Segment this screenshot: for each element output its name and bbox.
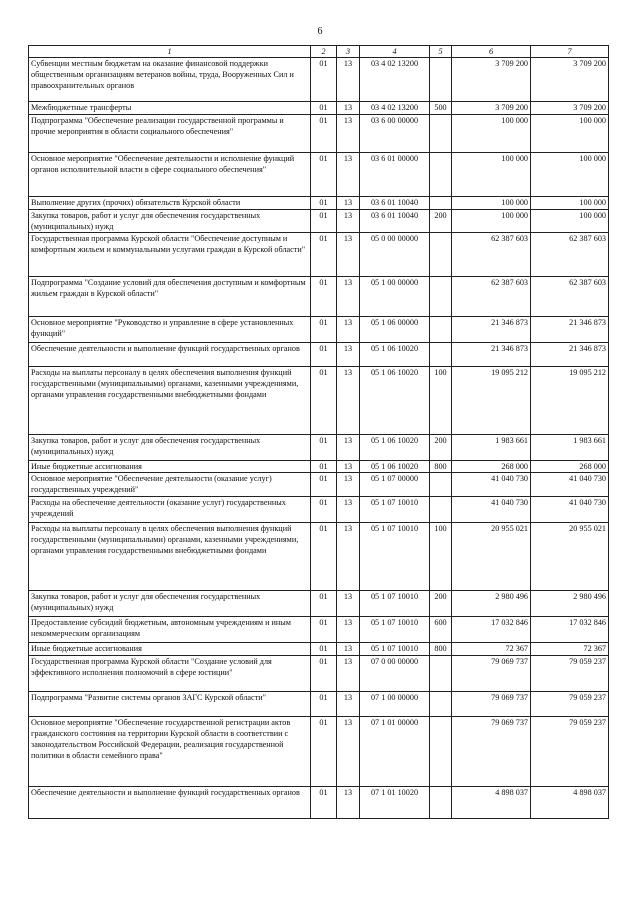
expense-type-cell (430, 153, 452, 197)
target-article-cell: 05 1 06 00000 (360, 317, 430, 343)
subsection-code-cell: 13 (337, 115, 360, 153)
amount-year2-cell: 62 387 603 (531, 233, 609, 277)
amount-year1-cell: 21 346 873 (452, 343, 531, 367)
amount-year2-cell: 20 955 021 (531, 523, 609, 591)
subsection-code-cell: 13 (337, 343, 360, 367)
section-code-cell: 01 (311, 523, 337, 591)
table-row (29, 210, 609, 233)
expense-type-cell (430, 787, 452, 819)
section-code-cell: 01 (311, 210, 337, 233)
table-row (29, 523, 609, 591)
amount-year1-cell: 19 095 212 (452, 367, 531, 435)
subsection-code-cell: 13 (337, 617, 360, 643)
row-name-cell: Закупка товаров, работ и услуг для обеспечения государственных (муниципальных) нужд (29, 591, 311, 617)
row-name-cell: Государственная программа Курской области "Создание условий для эффективного исполнения полномочий в сфере юстиции" (29, 656, 311, 692)
section-code-cell: 01 (311, 343, 337, 367)
expense-type-cell: 800 (430, 461, 452, 473)
subsection-code-cell: 13 (337, 717, 360, 787)
amount-year1-cell: 41 040 730 (452, 473, 531, 497)
target-article-cell: 05 1 06 10020 (360, 343, 430, 367)
expense-type-cell (430, 233, 452, 277)
amount-year2-cell: 100 000 (531, 210, 609, 233)
target-article-cell: 03 4 02 13200 (360, 102, 430, 115)
subsection-code-cell: 13 (337, 692, 360, 717)
target-article-cell: 03 6 00 00000 (360, 115, 430, 153)
header-cell: 5 (430, 46, 452, 58)
amount-year2-cell: 79 059 237 (531, 656, 609, 692)
row-name-cell: Расходы на выплаты персоналу в целях обеспечения выполнения функций государственными (муниципальными) органами, казенными учреждениями, органами управления государственными внебюджетными фондами (29, 523, 311, 591)
table-row (29, 656, 609, 692)
target-article-cell: 07 0 00 00000 (360, 656, 430, 692)
subsection-code-cell: 13 (337, 102, 360, 115)
subsection-code-cell: 13 (337, 497, 360, 523)
section-code-cell: 01 (311, 787, 337, 819)
section-code-cell: 01 (311, 497, 337, 523)
expense-type-cell (430, 473, 452, 497)
table-row (29, 197, 609, 210)
section-code-cell: 01 (311, 461, 337, 473)
table-row (29, 317, 609, 343)
header-cell: 3 (337, 46, 360, 58)
amount-year1-cell: 100 000 (452, 153, 531, 197)
subsection-code-cell: 13 (337, 523, 360, 591)
row-name-cell: Выполнение других (прочих) обязательств Курской области (29, 197, 311, 210)
row-name-cell: Расходы на выплаты персоналу в целях обеспечения выполнения функций государственными (муниципальными) органами, казенными учреждениями, органами управления государственными внебюджетными фондами (29, 367, 311, 435)
header-cell: 7 (531, 46, 609, 58)
expense-type-cell: 600 (430, 617, 452, 643)
expense-type-cell (430, 197, 452, 210)
amount-year2-cell: 100 000 (531, 153, 609, 197)
amount-year2-cell: 41 040 730 (531, 497, 609, 523)
table-row (29, 435, 609, 461)
amount-year1-cell: 4 898 037 (452, 787, 531, 819)
amount-year2-cell: 72 367 (531, 643, 609, 656)
amount-year2-cell: 100 000 (531, 115, 609, 153)
target-article-cell: 03 6 01 10040 (360, 197, 430, 210)
amount-year1-cell: 79 069 737 (452, 692, 531, 717)
subsection-code-cell: 13 (337, 435, 360, 461)
amount-year2-cell: 79 059 237 (531, 692, 609, 717)
row-name-cell: Межбюджетные трансферты (29, 102, 311, 115)
table-row (29, 277, 609, 317)
row-name-cell: Субвенции местным бюджетам на оказание финансовой поддержки общественным организациям ветеранов войны, труда, Вооруженных Сил и правоохранительных органов (29, 58, 311, 102)
row-name-cell: Подпрограмма "Обеспечение реализации государственной программы и прочие мероприятия в области социального обеспечения" (29, 115, 311, 153)
amount-year2-cell: 2 980 496 (531, 591, 609, 617)
section-code-cell: 01 (311, 591, 337, 617)
amount-year2-cell: 4 898 037 (531, 787, 609, 819)
row-name-cell: Закупка товаров, работ и услуг для обеспечения государственных (муниципальных) нужд (29, 210, 311, 233)
amount-year1-cell: 17 032 846 (452, 617, 531, 643)
row-name-cell: Иные бюджетные ассигнования (29, 461, 311, 473)
target-article-cell: 05 1 07 10010 (360, 497, 430, 523)
amount-year1-cell: 72 367 (452, 643, 531, 656)
section-code-cell: 01 (311, 717, 337, 787)
table-row (29, 617, 609, 643)
target-article-cell: 03 6 01 10040 (360, 210, 430, 233)
table-row (29, 473, 609, 497)
section-code-cell: 01 (311, 277, 337, 317)
row-name-cell: Основное мероприятие "Руководство и управление в сфере установленных функций" (29, 317, 311, 343)
target-article-cell: 05 1 06 10020 (360, 367, 430, 435)
subsection-code-cell: 13 (337, 277, 360, 317)
amount-year1-cell: 100 000 (452, 210, 531, 233)
table-row (29, 787, 609, 819)
target-article-cell: 03 6 01 00000 (360, 153, 430, 197)
expense-type-cell: 200 (430, 591, 452, 617)
amount-year2-cell: 1 983 661 (531, 435, 609, 461)
section-code-cell: 01 (311, 102, 337, 115)
expense-type-cell: 100 (430, 367, 452, 435)
row-name-cell: Закупка товаров, работ и услуг для обеспечения государственных (муниципальных) нужд (29, 435, 311, 461)
section-code-cell: 01 (311, 115, 337, 153)
section-code-cell: 01 (311, 692, 337, 717)
table-row (29, 115, 609, 153)
row-name-cell: Основное мероприятие "Обеспечение деятельности (оказание услуг) государственных учреждений" (29, 473, 311, 497)
header-cell: 2 (311, 46, 337, 58)
budget-table (28, 45, 609, 819)
expense-type-cell (430, 343, 452, 367)
subsection-code-cell: 13 (337, 787, 360, 819)
row-name-cell: Основное мероприятие "Обеспечение государственной регистрации актов гражданского состояния на территории Курской области в соответствии с законодательством Российской Федерации, реализация государственной политики в области семейного права" (29, 717, 311, 787)
amount-year1-cell: 3 709 200 (452, 102, 531, 115)
table-row (29, 692, 609, 717)
subsection-code-cell: 13 (337, 367, 360, 435)
subsection-code-cell: 13 (337, 233, 360, 277)
subsection-code-cell: 13 (337, 153, 360, 197)
header-cell: 1 (29, 46, 311, 58)
target-article-cell: 07 1 01 10020 (360, 787, 430, 819)
amount-year2-cell: 79 059 237 (531, 717, 609, 787)
subsection-code-cell: 13 (337, 473, 360, 497)
header-row (29, 46, 609, 58)
subsection-code-cell: 13 (337, 656, 360, 692)
amount-year2-cell: 19 095 212 (531, 367, 609, 435)
section-code-cell: 01 (311, 473, 337, 497)
amount-year1-cell: 62 387 603 (452, 233, 531, 277)
amount-year1-cell: 62 387 603 (452, 277, 531, 317)
target-article-cell: 05 1 07 10010 (360, 523, 430, 591)
amount-year1-cell: 79 069 737 (452, 717, 531, 787)
table-row (29, 102, 609, 115)
section-code-cell: 01 (311, 58, 337, 102)
section-code-cell: 01 (311, 617, 337, 643)
amount-year2-cell: 62 387 603 (531, 277, 609, 317)
table-row (29, 643, 609, 656)
table-row (29, 233, 609, 277)
row-name-cell: Обеспечение деятельности и выполнение функций государственных органов (29, 787, 311, 819)
amount-year1-cell: 100 000 (452, 115, 531, 153)
subsection-code-cell: 13 (337, 58, 360, 102)
amount-year2-cell: 3 709 200 (531, 58, 609, 102)
section-code-cell: 01 (311, 317, 337, 343)
table-row (29, 591, 609, 617)
target-article-cell: 05 0 00 00000 (360, 233, 430, 277)
table-row (29, 367, 609, 435)
amount-year2-cell: 21 346 873 (531, 343, 609, 367)
amount-year1-cell: 268 000 (452, 461, 531, 473)
subsection-code-cell: 13 (337, 210, 360, 233)
row-name-cell: Иные бюджетные ассигнования (29, 643, 311, 656)
row-name-cell: Государственная программа Курской области "Обеспечение доступным и комфортным жильем и коммунальными услугами граждан в Курской области" (29, 233, 311, 277)
expense-type-cell (430, 656, 452, 692)
amount-year1-cell: 21 346 873 (452, 317, 531, 343)
expense-type-cell (430, 277, 452, 317)
expense-type-cell (430, 115, 452, 153)
section-code-cell: 01 (311, 643, 337, 656)
table-row (29, 461, 609, 473)
target-article-cell: 05 1 07 10010 (360, 591, 430, 617)
expense-type-cell (430, 692, 452, 717)
amount-year1-cell: 3 709 200 (452, 58, 531, 102)
target-article-cell: 05 1 07 10010 (360, 643, 430, 656)
expense-type-cell (430, 717, 452, 787)
row-name-cell: Основное мероприятие "Обеспечение деятельности и исполнение функций органов исполнительной власти в сфере социального обеспечения" (29, 153, 311, 197)
row-name-cell: Предоставление субсидий бюджетным, автономным учреждениям и иным некоммерческим организациям (29, 617, 311, 643)
amount-year1-cell: 2 980 496 (452, 591, 531, 617)
table-row (29, 717, 609, 787)
table-row (29, 497, 609, 523)
amount-year1-cell: 20 955 021 (452, 523, 531, 591)
subsection-code-cell: 13 (337, 317, 360, 343)
target-article-cell: 07 1 01 00000 (360, 717, 430, 787)
target-article-cell: 05 1 06 10020 (360, 461, 430, 473)
subsection-code-cell: 13 (337, 643, 360, 656)
amount-year2-cell: 17 032 846 (531, 617, 609, 643)
subsection-code-cell: 13 (337, 461, 360, 473)
amount-year2-cell: 21 346 873 (531, 317, 609, 343)
table-row (29, 343, 609, 367)
section-code-cell: 01 (311, 435, 337, 461)
target-article-cell: 05 1 00 00000 (360, 277, 430, 317)
table-row (29, 153, 609, 197)
page-number: 6 (317, 26, 323, 37)
section-code-cell: 01 (311, 367, 337, 435)
amount-year1-cell: 1 983 661 (452, 435, 531, 461)
row-name-cell: Расходы на обеспечение деятельности (оказание услуг) государственных учреждений (29, 497, 311, 523)
amount-year2-cell: 268 000 (531, 461, 609, 473)
target-article-cell: 07 1 00 00000 (360, 692, 430, 717)
amount-year2-cell: 41 040 730 (531, 473, 609, 497)
expense-type-cell (430, 317, 452, 343)
target-article-cell: 03 4 02 13200 (360, 58, 430, 102)
expense-type-cell: 100 (430, 523, 452, 591)
section-code-cell: 01 (311, 656, 337, 692)
expense-type-cell: 200 (430, 435, 452, 461)
table-row (29, 58, 609, 102)
amount-year1-cell: 41 040 730 (452, 497, 531, 523)
target-article-cell: 05 1 07 00000 (360, 473, 430, 497)
header-cell: 6 (452, 46, 531, 58)
section-code-cell: 01 (311, 153, 337, 197)
section-code-cell: 01 (311, 233, 337, 277)
subsection-code-cell: 13 (337, 591, 360, 617)
amount-year1-cell: 100 000 (452, 197, 531, 210)
expense-type-cell (430, 497, 452, 523)
expense-type-cell (430, 58, 452, 102)
amount-year1-cell: 79 069 737 (452, 656, 531, 692)
target-article-cell: 05 1 07 10010 (360, 617, 430, 643)
amount-year2-cell: 3 709 200 (531, 102, 609, 115)
row-name-cell: Подпрограмма "Развитие системы органов ЗАГС Курской области" (29, 692, 311, 717)
row-name-cell: Подпрограмма "Создание условий для обеспечения доступным и комфортным жильем граждан в Курской области" (29, 277, 311, 317)
row-name-cell: Обеспечение деятельности и выполнение функций государственных органов (29, 343, 311, 367)
header-cell: 4 (360, 46, 430, 58)
target-article-cell: 05 1 06 10020 (360, 435, 430, 461)
expense-type-cell: 800 (430, 643, 452, 656)
section-code-cell: 01 (311, 197, 337, 210)
expense-type-cell: 200 (430, 210, 452, 233)
expense-type-cell: 500 (430, 102, 452, 115)
amount-year2-cell: 100 000 (531, 197, 609, 210)
subsection-code-cell: 13 (337, 197, 360, 210)
